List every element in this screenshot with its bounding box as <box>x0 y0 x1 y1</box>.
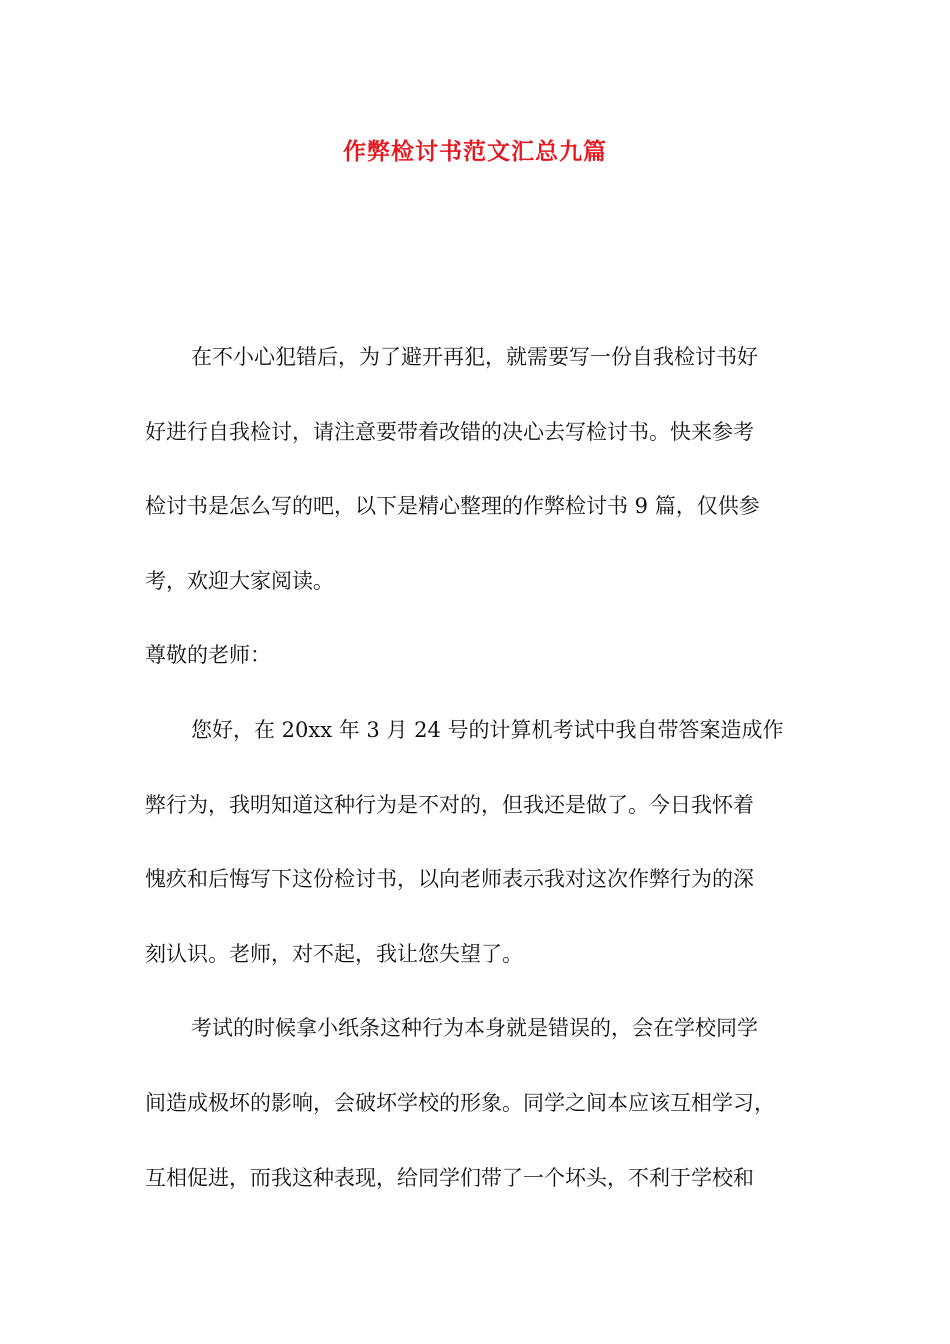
text-line: 考试的时候拿小纸条这种行为本身就是错误的，会在学校同学 <box>191 1016 758 1041</box>
text-line: 间造成极坏的影响，会破坏学校的形象。同学之间本应该互相学习， <box>145 1090 775 1115</box>
document-body <box>145 320 825 1215</box>
text-line: 愧疚和后悔写下这份检讨书，以向老师表示我对这次作弊行为的深 <box>145 867 754 892</box>
text-line: 在不小心犯错后，为了避开再犯，就需要写一份自我检讨书好 <box>191 345 758 369</box>
text-line: 好进行自我检讨，请注意要带着改错的决心去写检讨书。快来参考 <box>145 419 754 444</box>
text-line: 刻认识。老师，对不起，我让您失望了。 <box>145 941 523 966</box>
text-line: 考，欢迎大家阅读。 <box>145 568 334 593</box>
text-line: 互相促进，而我这种表现，给同学们带了一个坏头，不利于学校和 <box>145 1165 754 1190</box>
text-line: 检讨书是怎么写的吧，以下是精心整理的作弊检讨书 9 篇，仅供参 <box>145 494 760 519</box>
text-line: 您好，在 20xx 年 3 月 24 号的计算机考试中我自带答案造成作 <box>191 717 784 742</box>
text-line: 弊行为，我明知道这种行为是不对的，但我还是做了。今日我怀着 <box>145 792 754 817</box>
salutation: 尊敬的老师： <box>145 643 271 668</box>
document-title: 作弊检讨书范文汇总九篇 <box>343 138 607 165</box>
